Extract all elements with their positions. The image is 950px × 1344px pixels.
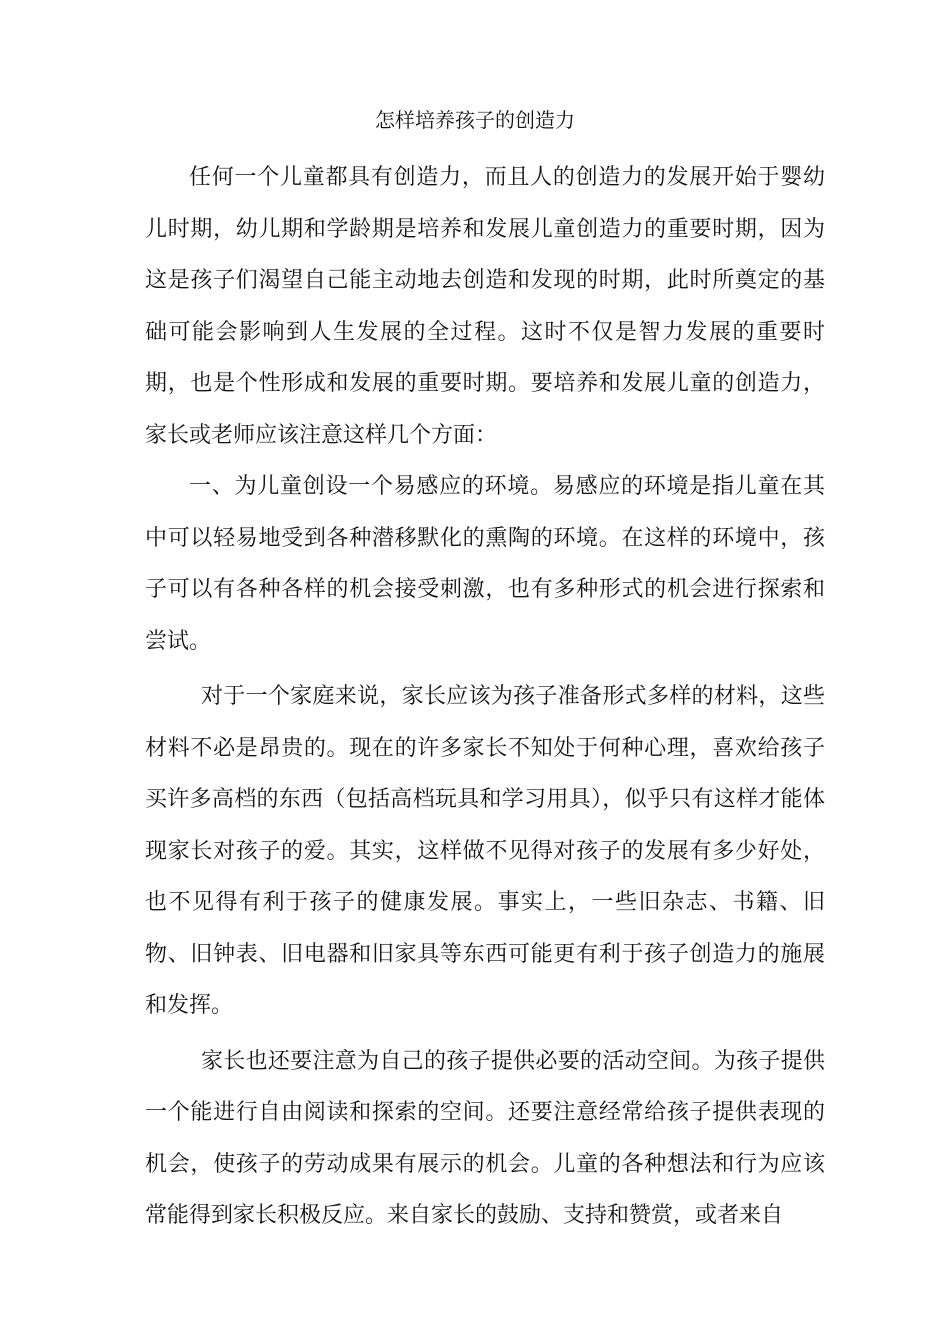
document-body	[145, 152, 825, 1242]
paragraph-intro: 任何一个儿童都具有创造力，而且人的创造力的发展开始于婴幼儿时期，幼儿期和学龄期是培养和发展儿童创造力的重要时期，因为这是孩子们渴望自己能主动地去创造和发现的时期，此时所奠定的基础可能会影响到人生发展的全过程。这时不仅是智力发展的重要时期，也是个性形成和发展的重要时期。要培养和发展儿童的创造力，家长或老师应该注意这样几个方面：	[145, 165, 825, 448]
paragraph-family-materials: 对于一个家庭来说，家长应该为孩子准备形式多样的材料，这些材料不必是昂贵的。现在的许多家长不知处于何种心理，喜欢给孩子买许多高档的东西（包括高档玩具和学习用具），似乎只有这样才能体现家长对孩子的爱。其实，这样做不见得对孩子的发展有多少好处，也不见得有利于孩子的健康发展。事实上，一些旧杂志、书籍、旧物、旧钟表、旧电器和旧家具等东西可能更有利于孩子创造力的施展和发挥。	[145, 684, 825, 1018]
document-title: 怎样培养孩子的创造力	[375, 108, 575, 132]
paragraph-point-one: 一、为儿童创设一个易感应的环境。易感应的环境是指儿童在其中可以轻易地受到各种潜移默化的熏陶的环境。在这样的环境中，孩子可以有各种各样的机会接受刺激，也有多种形式的机会进行探索和尝试。	[145, 474, 825, 654]
paragraph-activity-space: 家长也还要注意为自己的孩子提供必要的活动空间。为孩子提供一个能进行自由阅读和探索的空间。还要注意经常给孩子提供表现的机会，使孩子的劳动成果有展示的机会。儿童的各种想法和行为应该常能得到家长积极反应。来自家长的鼓励、支持和赞赏，或者来自	[145, 1048, 825, 1228]
